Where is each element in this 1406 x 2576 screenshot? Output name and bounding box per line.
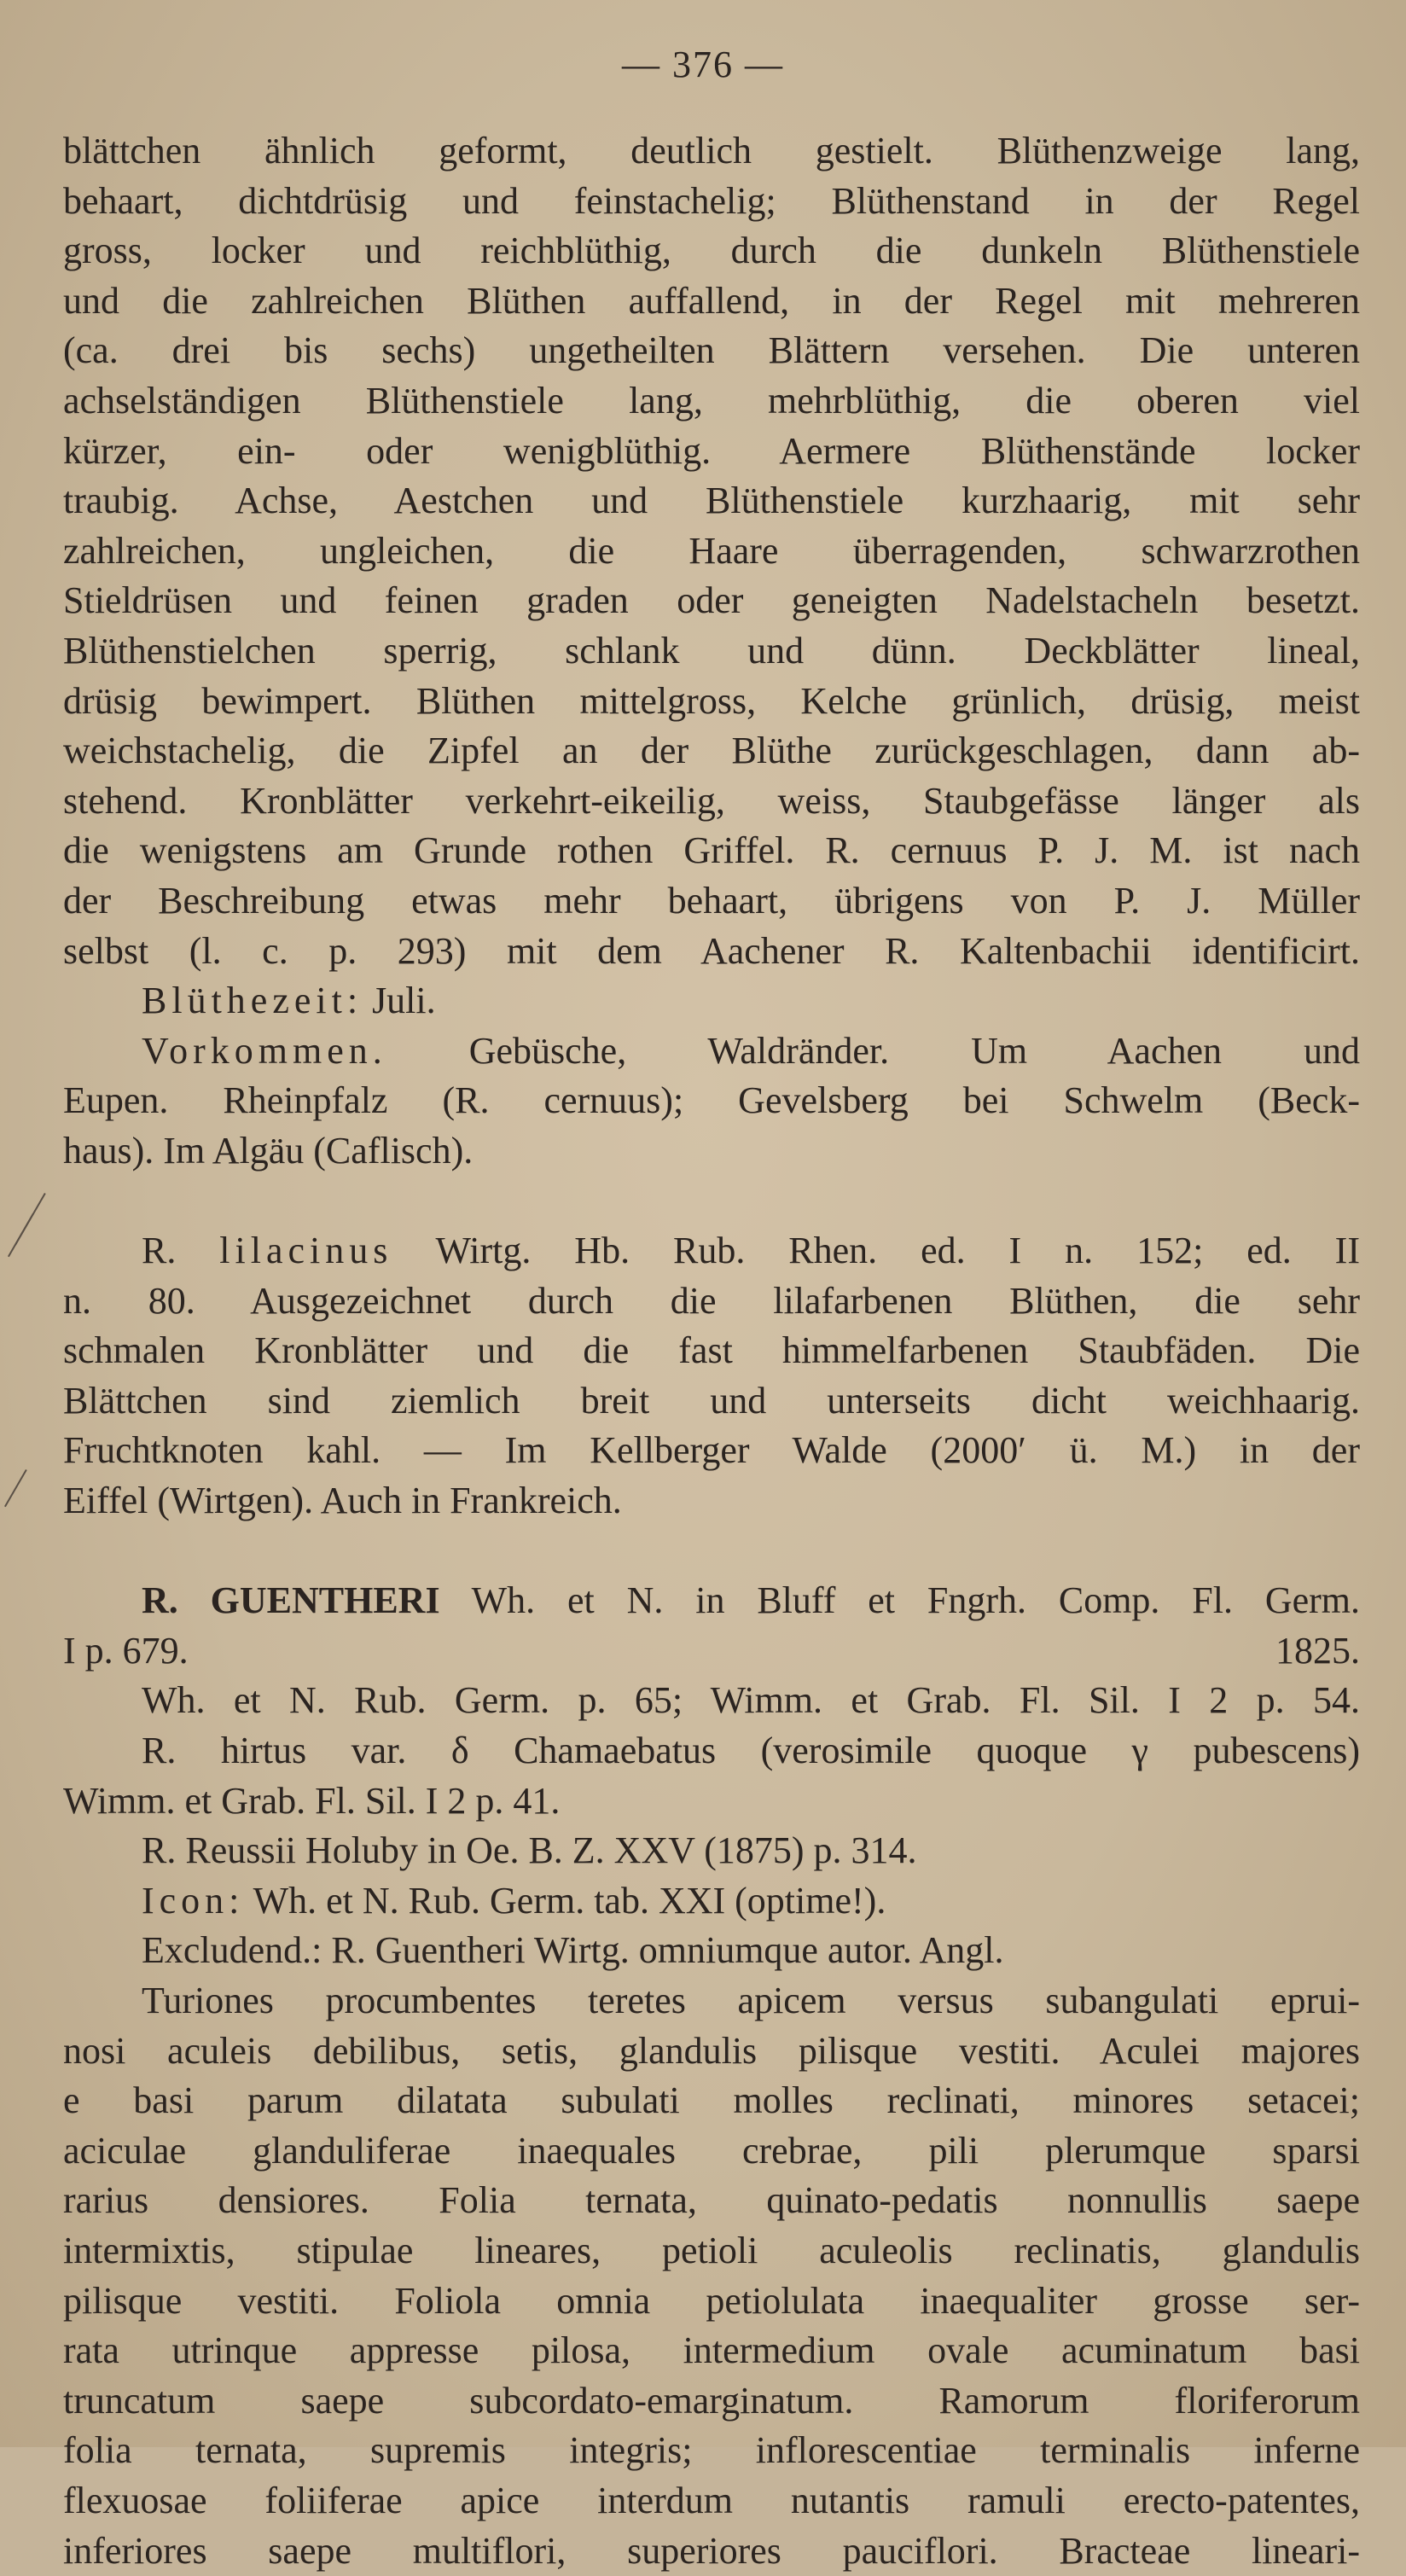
text-line: rata utrinque appresse pilosa, intermedium ovale acuminatum basi [63,2326,1360,2376]
text-line: e basi parum dilatata subulati molles reclinati, minores setacei; [63,2076,1360,2126]
citation: Wirtg. Hb. Rub. Rhen. ed. I n. 152; ed. II [392,1230,1360,1271]
text-line: R. hirtus var. δ Chamaebatus (verosimile quoque γ pubescens) [63,1726,1360,1776]
text-line: der Beschreibung etwas mehr behaart, übrigens von P. J. Müller [63,876,1360,927]
text-line: stehend. Kronblätter verkehrt-eikeilig, weiss, Staubgefässe länger als [63,776,1360,827]
text-line: Eiffel (Wirtgen). Auch in Frankreich. [63,1476,1360,1526]
text-line: folia ternata, supremis integris; inflorescentiae terminalis inferne [63,2426,1360,2476]
text-line: blättchen ähnlich geformt, deutlich gestielt. Blüthenzweige lang, [63,126,1360,177]
text-line: kürzer, ein- oder wenigblüthig. Aermere Blüthenstände locker [63,427,1360,477]
text-line: aciculae glanduliferae inaequales crebrae, pili plerumque sparsi [63,2126,1360,2177]
text-line: gross, locker und reichblüthig, durch die dunkeln Blüthenstiele [63,226,1360,276]
text-line [63,1026,1360,1077]
text-line: selbst (l. c. p. 293) mit dem Aachener R. Kaltenbachii identificirt. [63,927,1360,977]
text-line: Fruchtknoten kahl. — Im Kellberger Walde (2000′ ü. M.) in der [63,1426,1360,1476]
text-line: achselständigen Blüthenstiele lang, mehrblüthig, die oberen viel [63,376,1360,427]
text-line: intermixtis, stipulae lineares, petioli aculeolis reclinatis, glandulis [63,2226,1360,2277]
label-icon: Icon: [142,1880,244,1922]
text-line [63,1226,1360,1276]
text-line: die wenigstens am Grunde rothen Griffel. R. cernuus P. J. M. ist nach [63,826,1360,876]
text-line: inferiores saepe multiflori, superiores pauciflori. Bracteae lineari- [63,2527,1360,2576]
text-line: traubig. Achse, Aestchen und Blüthenstiele kurzhaarig, mit sehr [63,476,1360,526]
paragraph-occurrence [63,1026,1360,1177]
text-line: drüsig bewimpert. Blüthen mittelgross, Kelche grünlich, drüsig, meist [63,677,1360,727]
text-line: pilisque vestiti. Foliola omnia petiolulata inaequaliter grosse ser- [63,2277,1360,2327]
text-line: haus). Im Algäu (Caflisch). [63,1126,1360,1177]
text-line: nosi aculeis debilibus, setis, glandulis pilisque vestiti. Aculei majores [63,2026,1360,2077]
paragraph-lilacinus [63,1226,1360,1526]
text-line: Turiones procumbentes teretes apicem versus subangulati eprui- [63,1976,1360,2026]
text-line: weichstachelig, die Zipfel an der Blüthe zurückgeschlagen, dann ab- [63,726,1360,776]
text-line: Blättchen sind ziemlich breit und unterseits dicht weichhaarig. [63,1376,1360,1427]
paragraph-gap [63,1526,1360,1577]
text-line: R. Reussii Holuby in Oe. B. Z. XXV (1875) p. 314. [63,1826,1360,1876]
genus-abbrev: R. [142,1230,219,1271]
label-flowering-time: Blüthezeit: [142,980,363,1021]
text-line: und die zahlreichen Blüthen auffallend, in der Regel mit mehreren [63,276,1360,327]
species-name-guentheri: R. GUENTHERI [142,1579,440,1621]
citation-page: I p. 679. [63,1630,189,1672]
text-line: rarius densiores. Folia ternata, quinato-pedatis nonnullis saepe [63,2176,1360,2226]
icon-reference [63,1876,1360,1927]
flowering-time-value: Juli. [363,980,436,1021]
occurrence-value: Gebüsche, Waldränder. Um Aachen und [387,1030,1360,1072]
text-line [63,1576,1360,1626]
margin-pencil-mark [8,1213,34,1257]
flowering-time [63,976,1360,1026]
paragraph-gap [63,1176,1360,1226]
text-line: behaart, dichtdrüsig und feinstachelig; Blüthenstand in der Regel [63,177,1360,227]
page-number: — 376 — [0,43,1406,86]
text-line: Excludend.: R. Guentheri Wirtg. omniumque autor. Angl. [63,1926,1360,1976]
text-line: n. 80. Ausgezeichnet durch die lilafarbenen Blüthen, die sehr [63,1276,1360,1327]
text-line: zahlreichen, ungleichen, die Haare überragenden, schwarzrothen [63,526,1360,577]
text-line: schmalen Kronblätter und die fast himmelfarbenen Staubfäden. Die [63,1326,1360,1376]
text-line: Stieldrüsen und feinen graden oder geneigten Nadelstacheln besetzt. [63,576,1360,626]
label-occurrence: Vorkommen. [142,1030,387,1072]
text-line: (ca. drei bis sechs) ungetheilten Blättern versehen. Die unteren [63,326,1360,376]
species-name-lilacinus: lilacinus [219,1230,392,1271]
text-line: Wh. et N. Rub. Germ. p. 65; Wimm. et Grab. Fl. Sil. I 2 p. 54. [63,1676,1360,1726]
text-line: flexuosae foliiferae apice interdum nutantis ramuli erecto-patentes, [63,2476,1360,2527]
citation-year: 1825. [1275,1626,1360,1677]
margin-pencil-mark [4,1469,27,1507]
paragraph-guentheri [63,1576,1360,1876]
icon-reference-value: Wh. et N. Rub. Germ. tab. XXI (optime!). [244,1880,886,1922]
paragraph-description [63,126,1360,976]
paragraph-latin-description [63,1926,1360,2576]
text-line: truncatum saepe subcordato-emarginatum. Ramorum floriferorum [63,2376,1360,2427]
text-body [63,126,1360,2576]
text-line: Eupen. Rheinpfalz (R. cernuus); Gevelsberg bei Schwelm (Beck- [63,1076,1360,1126]
text-line: Blüthenstielchen sperrig, schlank und dünn. Deckblätter lineal, [63,626,1360,677]
text-line: Wimm. et Grab. Fl. Sil. I 2 p. 41. [63,1776,1360,1827]
citation: Wh. et N. in Bluff et Fngrh. Comp. Fl. Germ. [440,1579,1360,1621]
text-line [63,1626,1360,1677]
